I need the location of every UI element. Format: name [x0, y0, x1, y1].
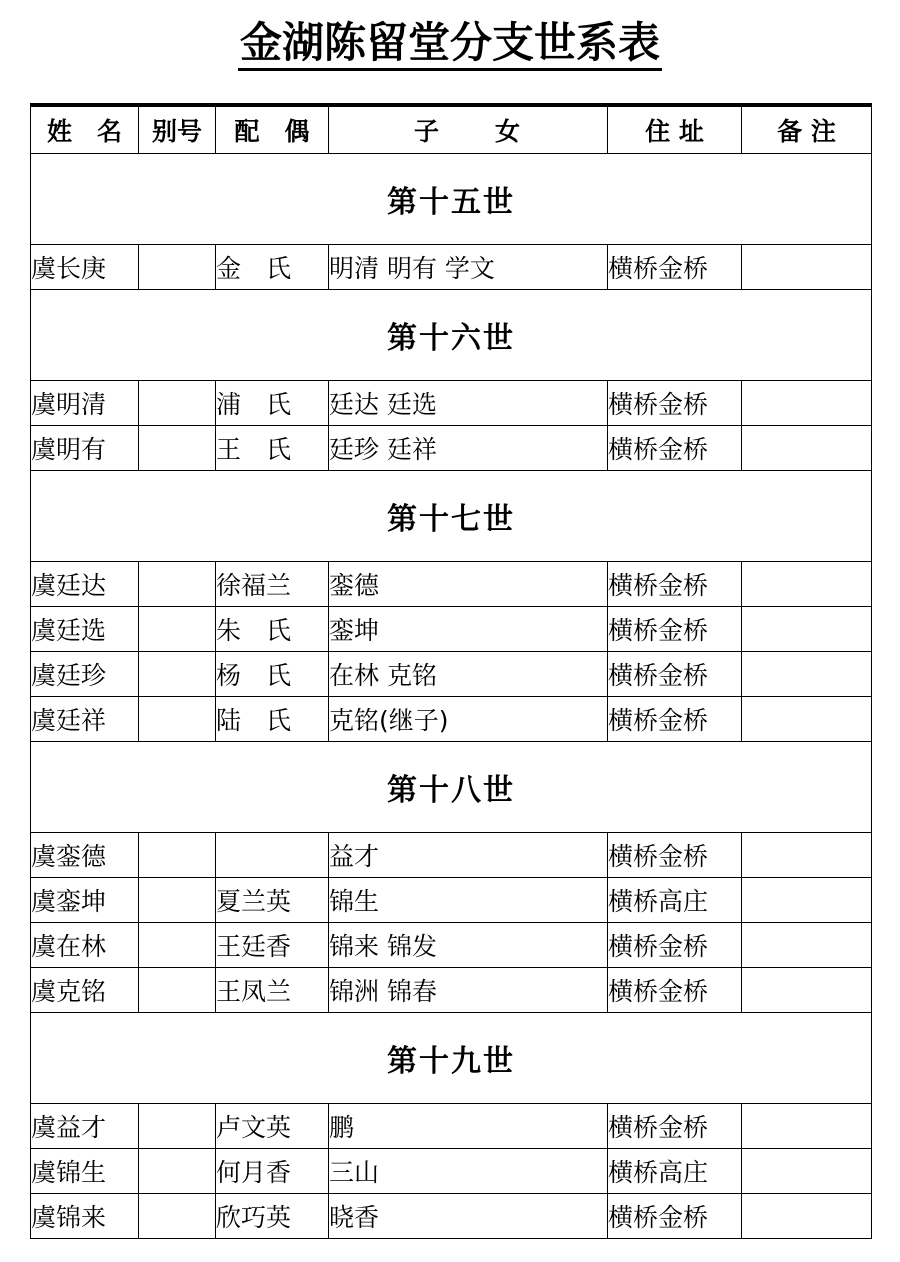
cell-address: 横桥金桥: [608, 833, 742, 878]
table-row: [31, 652, 872, 697]
title-text: 金湖陈留堂分支世系表: [238, 18, 662, 71]
cell-note: [742, 878, 872, 923]
table-row: [31, 1104, 872, 1149]
cell-spouse: [216, 833, 329, 878]
cell-name: 虞銮德: [31, 833, 139, 878]
generation-header: [31, 471, 872, 562]
cell-address: 横桥金桥: [608, 245, 742, 290]
cell-spouse: 夏兰英: [216, 878, 329, 923]
cell-alias: [139, 968, 216, 1013]
cell-note: [742, 652, 872, 697]
generation-label: 第十五世: [387, 185, 515, 220]
cell-alias: [139, 245, 216, 290]
cell-children: 明清 明有 学文: [329, 245, 608, 290]
cell-note: [742, 1194, 872, 1239]
table-header-row: [31, 105, 872, 154]
cell-alias: [139, 833, 216, 878]
cell-alias: [139, 652, 216, 697]
generation-header: [31, 290, 872, 381]
cell-children: 廷达 廷选: [329, 381, 608, 426]
cell-address: 横桥高庄: [608, 1149, 742, 1194]
cell-alias: [139, 381, 216, 426]
cell-children: 廷珍 廷祥: [329, 426, 608, 471]
generation-label: 第十九世: [387, 1044, 515, 1079]
cell-address: 横桥金桥: [608, 1104, 742, 1149]
cell-address: 横桥金桥: [608, 923, 742, 968]
cell-address: 横桥金桥: [608, 562, 742, 607]
cell-alias: [139, 607, 216, 652]
cell-spouse: 卢文英: [216, 1104, 329, 1149]
cell-spouse: 欣巧英: [216, 1194, 329, 1239]
cell-name: 虞廷选: [31, 607, 139, 652]
cell-note: [742, 607, 872, 652]
table-row: [31, 381, 872, 426]
cell-name: 虞克铭: [31, 968, 139, 1013]
cell-spouse: 杨 氏: [216, 652, 329, 697]
generation-label-cell: [31, 154, 872, 245]
cell-address: 横桥金桥: [608, 697, 742, 742]
cell-note: [742, 923, 872, 968]
cell-alias: [139, 562, 216, 607]
generation-label: 第十七世: [387, 502, 515, 537]
table-row: [31, 1149, 872, 1194]
cell-name: 虞长庚: [31, 245, 139, 290]
cell-address: 横桥金桥: [608, 426, 742, 471]
cell-spouse: 朱 氏: [216, 607, 329, 652]
cell-alias: [139, 697, 216, 742]
cell-children: 在林 克铭: [329, 652, 608, 697]
cell-alias: [139, 1104, 216, 1149]
cell-note: [742, 562, 872, 607]
generation-header: [31, 742, 872, 833]
cell-children: 锦来 锦发: [329, 923, 608, 968]
cell-address: 横桥金桥: [608, 968, 742, 1013]
col-header-name: 姓 名: [31, 105, 139, 154]
cell-name: 虞锦来: [31, 1194, 139, 1239]
cell-note: [742, 245, 872, 290]
cell-note: [742, 833, 872, 878]
cell-note: [742, 1104, 872, 1149]
cell-name: 虞在林: [31, 923, 139, 968]
generation-label-cell: [31, 290, 872, 381]
cell-name: 虞廷珍: [31, 652, 139, 697]
cell-spouse: 王廷香: [216, 923, 329, 968]
table-row: [31, 878, 872, 923]
cell-children: 三山: [329, 1149, 608, 1194]
cell-children: 益才: [329, 833, 608, 878]
cell-note: [742, 697, 872, 742]
generation-header: [31, 1013, 872, 1104]
table-row: [31, 1194, 872, 1239]
cell-name: 虞銮坤: [31, 878, 139, 923]
table-row: [31, 607, 872, 652]
cell-children: 銮德: [329, 562, 608, 607]
cell-alias: [139, 1194, 216, 1239]
table-body: [31, 154, 872, 1239]
cell-children: 鹏: [329, 1104, 608, 1149]
col-header-children: 子 女: [329, 105, 608, 154]
table-row: [31, 426, 872, 471]
col-header-note: 备 注: [742, 105, 872, 154]
generation-label: 第十八世: [387, 773, 515, 808]
cell-name: 虞明有: [31, 426, 139, 471]
cell-spouse: 何月香: [216, 1149, 329, 1194]
cell-children: 晓香: [329, 1194, 608, 1239]
cell-alias: [139, 923, 216, 968]
cell-alias: [139, 878, 216, 923]
cell-name: 虞廷祥: [31, 697, 139, 742]
table-row: [31, 562, 872, 607]
cell-address: 横桥高庄: [608, 878, 742, 923]
cell-spouse: 徐福兰: [216, 562, 329, 607]
generation-label-cell: [31, 742, 872, 833]
cell-alias: [139, 426, 216, 471]
genealogy-table: [30, 103, 872, 1239]
cell-address: 横桥金桥: [608, 607, 742, 652]
cell-spouse: 浦 氏: [216, 381, 329, 426]
cell-spouse: 陆 氏: [216, 697, 329, 742]
cell-children: 克铭(继子): [329, 697, 608, 742]
generation-label-cell: [31, 471, 872, 562]
table-row: [31, 968, 872, 1013]
cell-note: [742, 381, 872, 426]
col-header-address: 住 址: [608, 105, 742, 154]
cell-alias: [139, 1149, 216, 1194]
table-row: [31, 923, 872, 968]
cell-spouse: 王凤兰: [216, 968, 329, 1013]
cell-spouse: 金 氏: [216, 245, 329, 290]
col-header-alias: 别号: [139, 105, 216, 154]
cell-name: 虞益才: [31, 1104, 139, 1149]
cell-note: [742, 1149, 872, 1194]
cell-name: 虞廷达: [31, 562, 139, 607]
table-row: [31, 697, 872, 742]
cell-spouse: 王 氏: [216, 426, 329, 471]
table-row: [31, 245, 872, 290]
generation-label: 第十六世: [387, 321, 515, 356]
generation-header: [31, 154, 872, 245]
page-title: [0, 14, 900, 72]
cell-address: 横桥金桥: [608, 1194, 742, 1239]
col-header-spouse: 配 偶: [216, 105, 329, 154]
cell-children: 锦生: [329, 878, 608, 923]
table-row: [31, 833, 872, 878]
generation-label-cell: [31, 1013, 872, 1104]
cell-address: 横桥金桥: [608, 381, 742, 426]
cell-children: 锦洲 锦春: [329, 968, 608, 1013]
cell-children: 銮坤: [329, 607, 608, 652]
cell-note: [742, 426, 872, 471]
cell-address: 横桥金桥: [608, 652, 742, 697]
cell-name: 虞锦生: [31, 1149, 139, 1194]
cell-name: 虞明清: [31, 381, 139, 426]
cell-note: [742, 968, 872, 1013]
